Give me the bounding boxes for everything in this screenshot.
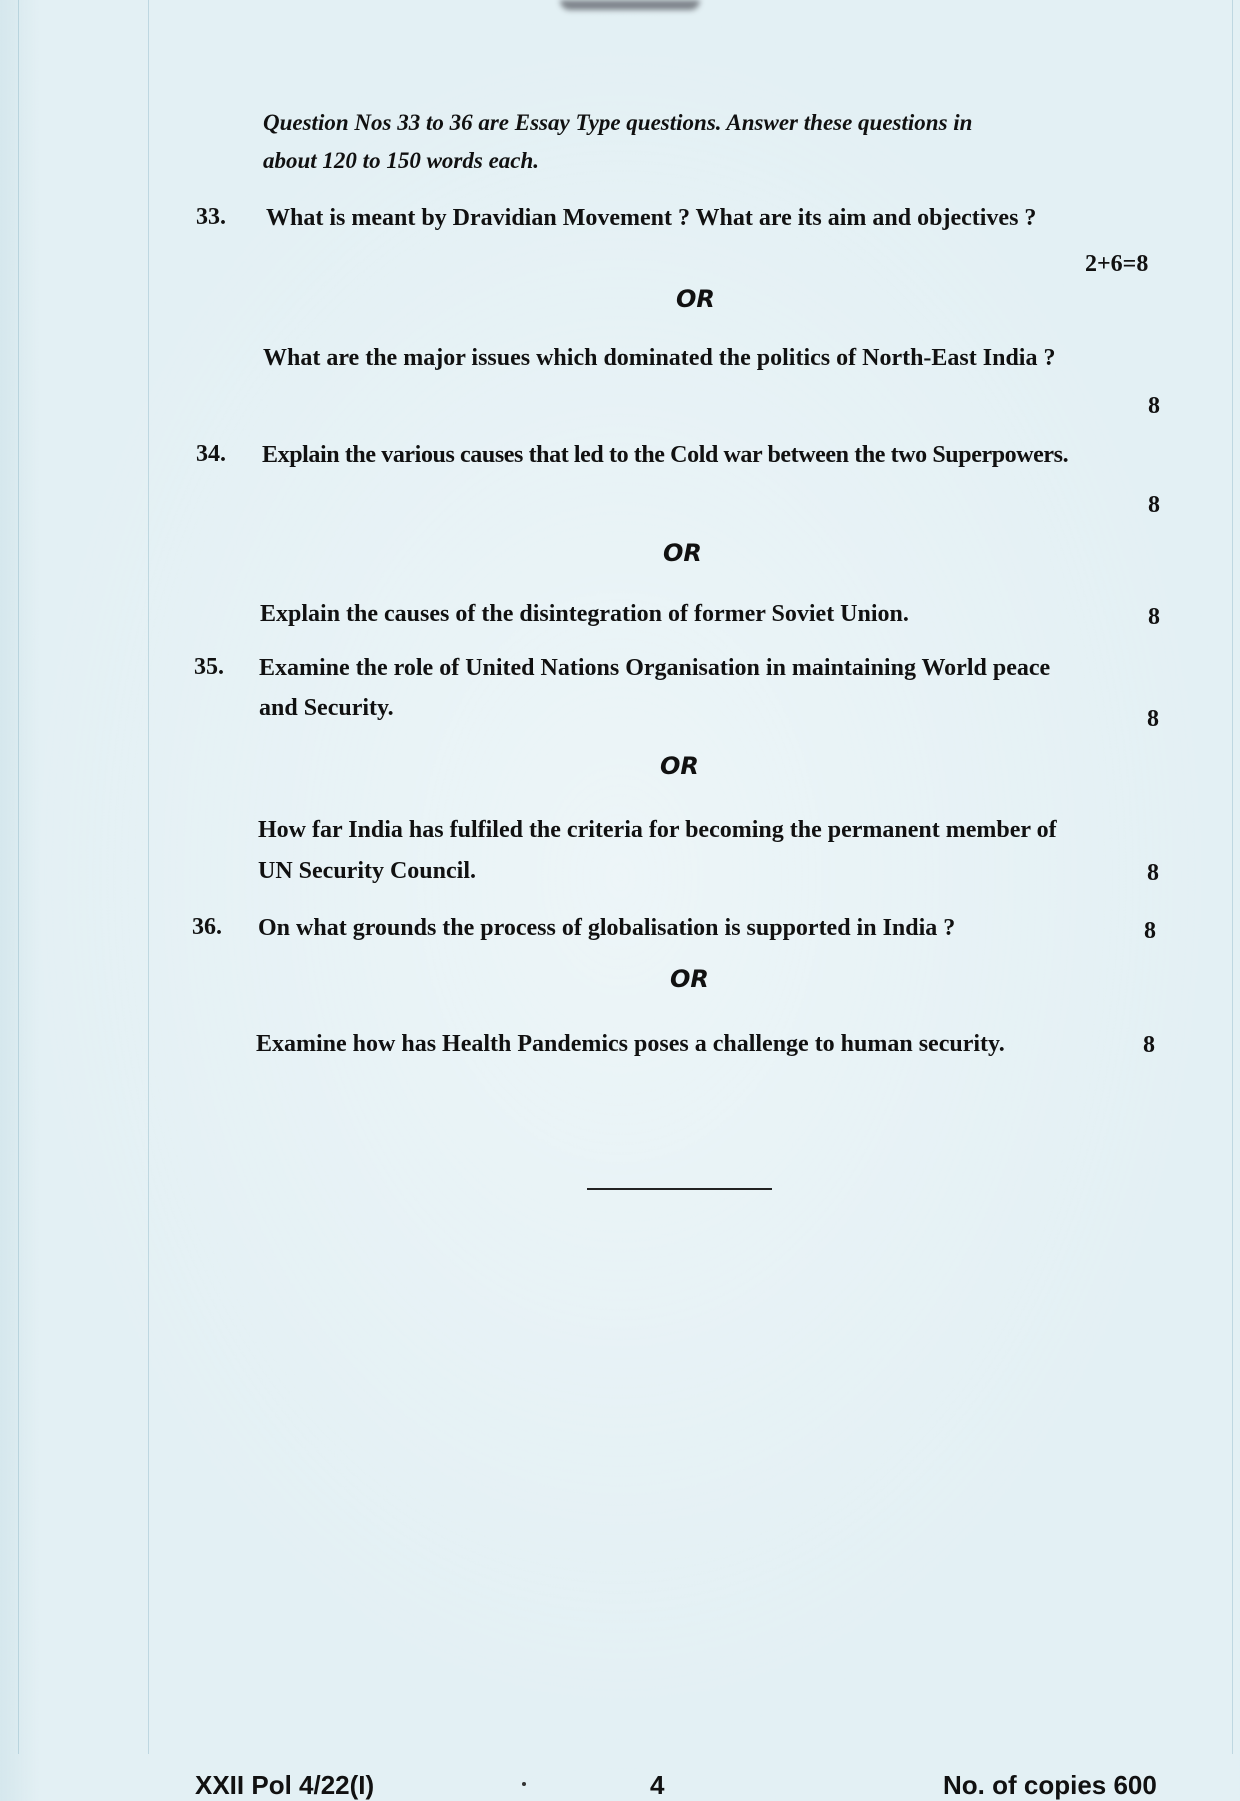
alternative-question-text-line-2: UN Security Council.	[258, 858, 476, 884]
question-number: 33.	[196, 204, 226, 230]
paper-code: XXII Pol 4/22(I)	[195, 1770, 375, 1800]
question-number: 35.	[194, 654, 224, 680]
alternative-question-text: What are the major issues which dominated the politics of North-East India ?	[263, 345, 1056, 371]
footer-dot	[522, 1782, 526, 1786]
question-text: On what grounds the process of globalisation is supported in India ?	[258, 915, 956, 941]
or-label: OR	[676, 285, 715, 313]
alternative-question-text: Examine how has Health Pandemics poses a challenge to human security.	[256, 1031, 1005, 1057]
or-label: OR	[660, 752, 699, 780]
question-marks: 8	[1148, 492, 1160, 518]
alternative-question-marks: 8	[1148, 393, 1160, 419]
alternative-question-marks: 8	[1143, 1032, 1155, 1058]
question-text: Explain the various causes that led to the Cold war between the two Superpowers.	[262, 442, 1069, 468]
alternative-question-marks: 8	[1147, 860, 1159, 886]
alternative-question-marks: 8	[1148, 604, 1160, 630]
end-divider	[587, 1188, 772, 1190]
question-number: 34.	[196, 441, 226, 467]
copies-count: No. of copies 600	[943, 1770, 1157, 1800]
instructions-line-2: about 120 to 150 words each.	[263, 148, 540, 173]
question-marks: 8	[1147, 706, 1159, 732]
alternative-question-text-line-1: How far India has fulfiled the criteria for becoming the permanent member of	[258, 817, 1057, 843]
page-number: 4	[650, 1770, 665, 1800]
section-instructions	[263, 104, 1183, 180]
instructions-line-1: Question Nos 33 to 36 are Essay Type questions. Answer these questions in	[263, 110, 973, 135]
question-text-line-2: and Security.	[259, 695, 394, 721]
or-label: OR	[670, 965, 709, 993]
question-text-line-1: Examine the role of United Nations Organisation in maintaining World peace	[259, 655, 1051, 681]
question-marks: 2+6=8	[1085, 251, 1149, 277]
question-number: 36.	[192, 914, 222, 940]
alternative-question-text: Explain the causes of the disintegration of former Soviet Union.	[260, 601, 909, 627]
question-marks: 8	[1144, 918, 1156, 944]
question-text: What is meant by Dravidian Movement ? What are its aim and objectives ?	[266, 205, 1037, 231]
or-label: OR	[663, 539, 702, 567]
